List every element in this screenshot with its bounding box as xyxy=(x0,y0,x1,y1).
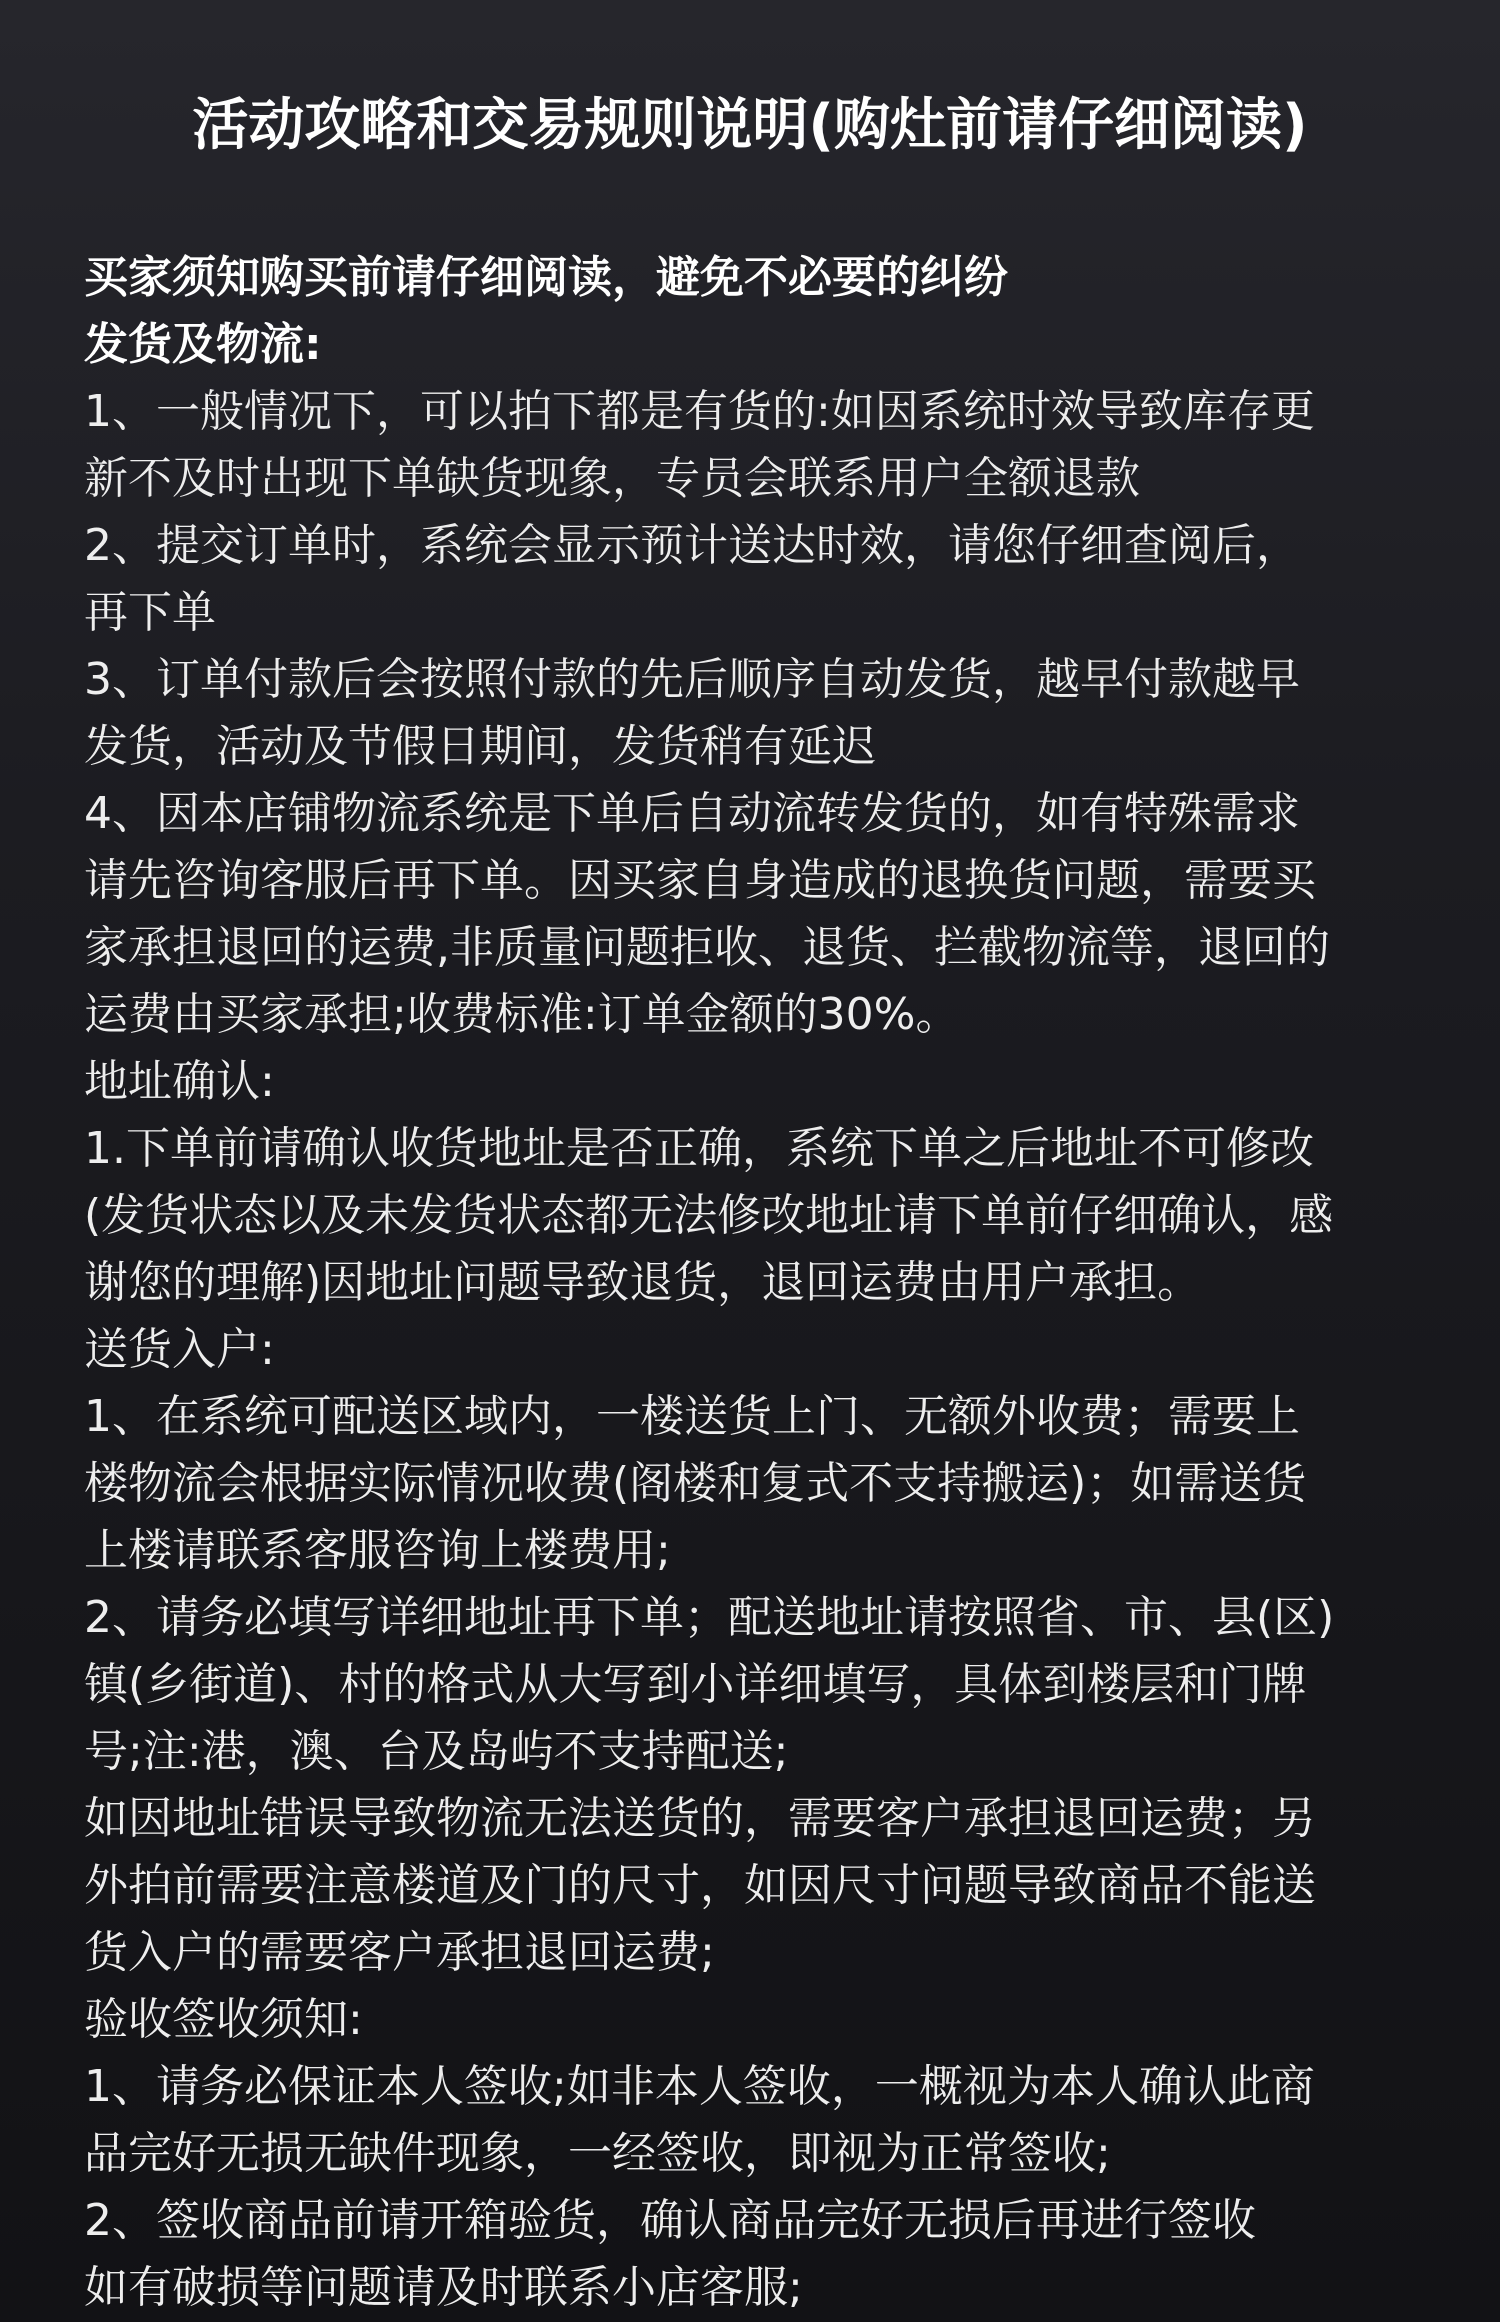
rule-line: 楼物流会根据实际情况收费(阁楼和复式不支持搬运)；如需送货 xyxy=(84,1458,1307,1509)
rule-line: 新不及时出现下单缺货现象，专员会联系用户全额退款 xyxy=(84,453,1140,504)
section-heading-delivery: 送货入户: xyxy=(84,1324,275,1375)
section-heading-address: 地址确认: xyxy=(84,1056,275,1107)
rule-line: 家承担退回的运费,非质量问题拒收、退货、拦截物流等，退回的 xyxy=(84,922,1330,973)
rule-line: 1、在系统可配送区域内，一楼送货上门、无额外收费；需要上 xyxy=(84,1391,1300,1442)
rule-line: 1、请务必保证本人签收;如非本人签收，一概视为本人确认此商 xyxy=(84,2061,1315,2112)
rule-line: 发货，活动及节假日期间，发货稍有延迟 xyxy=(84,721,876,772)
rule-line: 1、一般情况下，可以拍下都是有货的:如因系统时效导致库存更 xyxy=(84,386,1315,437)
rule-line: 号;注:港，澳、台及岛屿不支持配送; xyxy=(84,1726,789,1777)
rule-line: 再下单 xyxy=(84,587,216,638)
rule-line: 2、提交订单时，系统会显示预计送达时效，请您仔细查阅后， xyxy=(84,520,1300,571)
rule-line: 如因地址错误导致物流无法送货的，需要客户承担退回运费；另 xyxy=(84,1793,1316,1844)
rule-line: 上楼请联系客服咨询上楼费用; xyxy=(84,1525,671,1576)
rule-line: 2、签收商品前请开箱验货，确认商品完好无损后再进行签收 xyxy=(84,2195,1256,2246)
rule-line: 运费由买家承担;收费标准:订单金额的30%。 xyxy=(84,989,960,1040)
rule-line: 外拍前需要注意楼道及门的尺寸，如因尺寸问题导致商品不能送 xyxy=(84,1860,1316,1911)
page-title: 活动攻略和交易规则说明(购灶前请仔细阅读) xyxy=(192,93,1308,158)
rule-line: 3、订单付款后会按照付款的先后顺序自动发货，越早付款越早 xyxy=(84,654,1300,705)
rule-line: 2、请务必填写详细地址再下单；配送地址请按照省、市、县(区) xyxy=(84,1592,1335,1643)
rule-line: 4、因本店铺物流系统是下单后自动流转发货的，如有特殊需求 xyxy=(84,788,1300,839)
section-heading-shipping: 发货及物流: xyxy=(84,319,322,370)
rules-content xyxy=(84,244,1424,2321)
rule-line: 品完好无损无缺件现象，一经签收，即视为正常签收; xyxy=(84,2128,1111,2179)
notice-heading: 买家须知购买前请仔细阅读，避免不必要的纠纷 xyxy=(84,252,1008,303)
rule-line: 请先咨询客服后再下单。因买家自身造成的退换货问题，需要买 xyxy=(84,855,1316,906)
rule-line: 1.下单前请确认收货地址是否正确，系统下单之后地址不可修改 xyxy=(84,1123,1314,1174)
rule-line: 如有破损等问题请及时联系小店客服; xyxy=(84,2262,803,2313)
rule-line: (发货状态以及未发货状态都无法修改地址请下单前仔细确认，感 xyxy=(84,1190,1334,1241)
section-heading-receipt: 验收签收须知: xyxy=(84,1994,363,2045)
rule-line: 谢您的理解)因地址问题导致退货，退回运费由用户承担。 xyxy=(84,1257,1202,1308)
rule-line: 货入户的需要客户承担退回运费; xyxy=(84,1927,715,1978)
rule-line: 镇(乡街道)、村的格式从大写到小详细填写，具体到楼层和门牌 xyxy=(84,1659,1307,1710)
